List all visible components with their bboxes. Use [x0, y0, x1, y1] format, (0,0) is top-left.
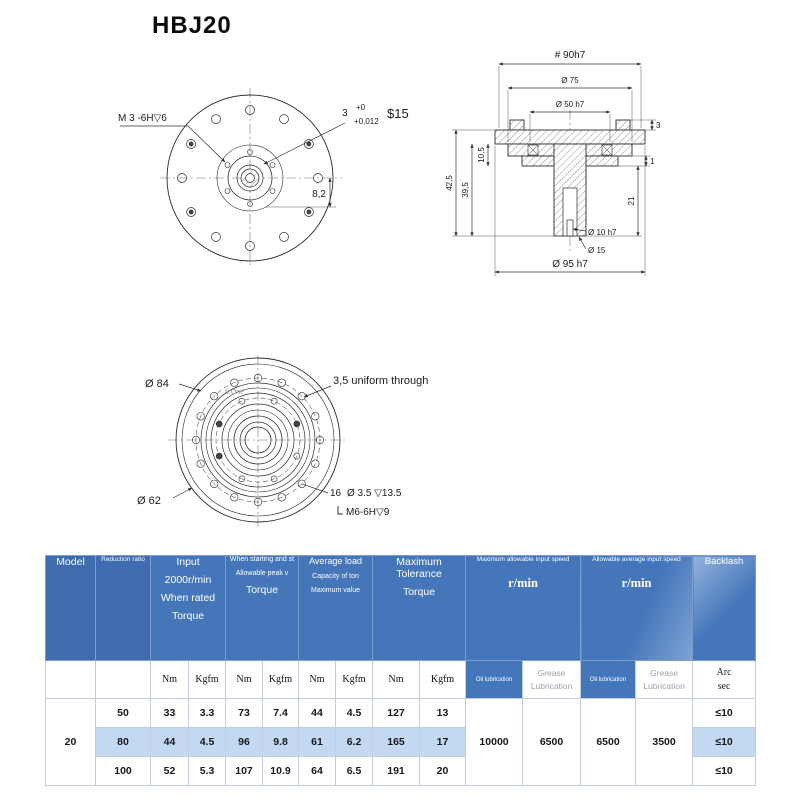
cell-value: 61 — [299, 728, 336, 757]
unit-nm: Nm — [299, 661, 336, 699]
front-view-drawing — [90, 85, 420, 280]
cell-ratio: 50 — [96, 699, 151, 728]
unit-kgfm: Kgfm — [263, 661, 299, 699]
rear-dimensions — [137, 375, 428, 518]
dim-label-hole-spec: Ø 3.5 ▽13.5 — [347, 488, 402, 499]
unit-oil-lubrication: Oil lubrication — [466, 661, 523, 699]
cell-avg-speed-grease: 3500 — [636, 699, 693, 786]
dim-label-thread: M 3 -6H▽6 — [118, 113, 167, 124]
dim-label-depth: $15 — [387, 106, 409, 121]
col-group-max-input-speed: Maximum allowable input speed r/min — [466, 556, 581, 661]
rear-view-drawing — [125, 355, 470, 545]
unit-grease-lubrication: Grease Lubrication — [636, 661, 693, 699]
cell-value: 191 — [373, 757, 420, 786]
cell-value: 4.5 — [336, 699, 373, 728]
cell-avg-speed-oil: 6500 — [581, 699, 636, 786]
unit-kgfm: Kgfm — [336, 661, 373, 699]
unit-nm: Nm — [373, 661, 420, 699]
dim-label-75: Ø 75 — [561, 76, 579, 85]
dim-label-tol-lower: +0,012 — [354, 117, 379, 126]
cell-value: 4.5 — [189, 728, 226, 757]
dim-label-90: # 90h7 — [554, 50, 586, 61]
cell-backlash: ≤10 — [693, 699, 756, 728]
rear-centerlines — [168, 355, 348, 527]
cell-value: 165 — [373, 728, 420, 757]
dim-label-21: 21 — [627, 196, 636, 206]
col-group-peak-torque: When starting and st Allowable peak v Torque — [226, 556, 299, 661]
unit-kgfm: Kgfm — [189, 661, 226, 699]
cell-backlash: ≤10 — [693, 757, 756, 786]
cell-value: 5.3 — [189, 757, 226, 786]
cell-value: 44 — [299, 699, 336, 728]
dim-label-10: Ø 10 h7 — [588, 228, 617, 237]
cell-value: 107 — [226, 757, 263, 786]
dim-label-offset: 8,2 — [312, 189, 326, 200]
note-uniform-through: 3,5 uniform through — [333, 375, 429, 387]
cell-backlash: ≤10 — [693, 728, 756, 757]
front-view-dimensions — [118, 103, 409, 207]
dim-label-425: 42,5 — [445, 175, 454, 191]
dim-label-84: Ø 84 — [145, 378, 169, 390]
unit-nm: Nm — [151, 661, 189, 699]
dim-label-tol-upper: +0 — [356, 103, 366, 112]
dim-label-62: Ø 62 — [137, 495, 161, 507]
dim-label-1: 1 — [650, 157, 655, 166]
section-body — [495, 120, 645, 236]
cell-value: 127 — [373, 699, 420, 728]
col-header-ratio: Reduction ratio — [96, 556, 151, 661]
col-group-max-tolerance: Maximum Tolerance Torque — [373, 556, 466, 661]
subheader-empty-model — [46, 661, 96, 699]
dim-label-3: 3 — [656, 121, 661, 130]
cell-value: 6.2 — [336, 728, 373, 757]
dim-label-50: Ø 50 h7 — [555, 100, 585, 109]
dim-label-fit: 3 — [342, 108, 348, 119]
cell-value: 44 — [151, 728, 189, 757]
cell-value: 96 — [226, 728, 263, 757]
cell-value: 64 — [299, 757, 336, 786]
unit-grease-lubrication: Grease Lubrication — [523, 661, 581, 699]
cell-value: 20 — [420, 757, 466, 786]
cell-value: 3.3 — [189, 699, 226, 728]
col-group-average-load: Average load Capacity of ton Maximum value — [299, 556, 373, 661]
dim-label-95: Ø 95 h7 — [552, 259, 588, 270]
cell-ratio: 100 — [96, 757, 151, 786]
col-header-model: Model — [46, 556, 96, 661]
subheader-empty-ratio — [96, 661, 151, 699]
cell-max-speed-oil: 10000 — [466, 699, 523, 786]
unit-kgfm: Kgfm — [420, 661, 466, 699]
cell-ratio: 80 — [96, 728, 151, 757]
dim-label-105: 10,5 — [477, 147, 486, 163]
cell-value: 6.5 — [336, 757, 373, 786]
spec-table — [45, 555, 756, 786]
dim-label-hole-count: 16 — [330, 488, 342, 499]
unit-arc-sec: Arc sec — [693, 661, 756, 699]
cell-value: 33 — [151, 699, 189, 728]
cell-model: 20 — [46, 699, 96, 786]
cell-value: 52 — [151, 757, 189, 786]
unit-nm: Nm — [226, 661, 263, 699]
dim-label-15: Ø 15 — [588, 246, 606, 255]
note-faint: 0.Onè — [225, 389, 245, 396]
cell-value: 13 — [420, 699, 466, 728]
dim-label-395: 39,5 — [461, 182, 470, 198]
cell-max-speed-grease: 6500 — [523, 699, 581, 786]
unit-oil-lubrication: Oil lubrication — [581, 661, 636, 699]
section-view-drawing — [440, 46, 675, 296]
cell-value: 10.9 — [263, 757, 299, 786]
cell-value: 7.4 — [263, 699, 299, 728]
cell-value: 9.8 — [263, 728, 299, 757]
col-group-input-torque: Input 2000r/min When rated Torque — [151, 556, 226, 661]
col-group-avg-input-speed: Allowable average input speed r/min — [581, 556, 693, 661]
dim-label-thread-spec: M6-6H▽9 — [346, 507, 390, 518]
cell-value: 73 — [226, 699, 263, 728]
col-header-backlash: Backlash — [693, 556, 756, 661]
page-title: HBJ20 — [152, 12, 232, 39]
cell-value: 17 — [420, 728, 466, 757]
